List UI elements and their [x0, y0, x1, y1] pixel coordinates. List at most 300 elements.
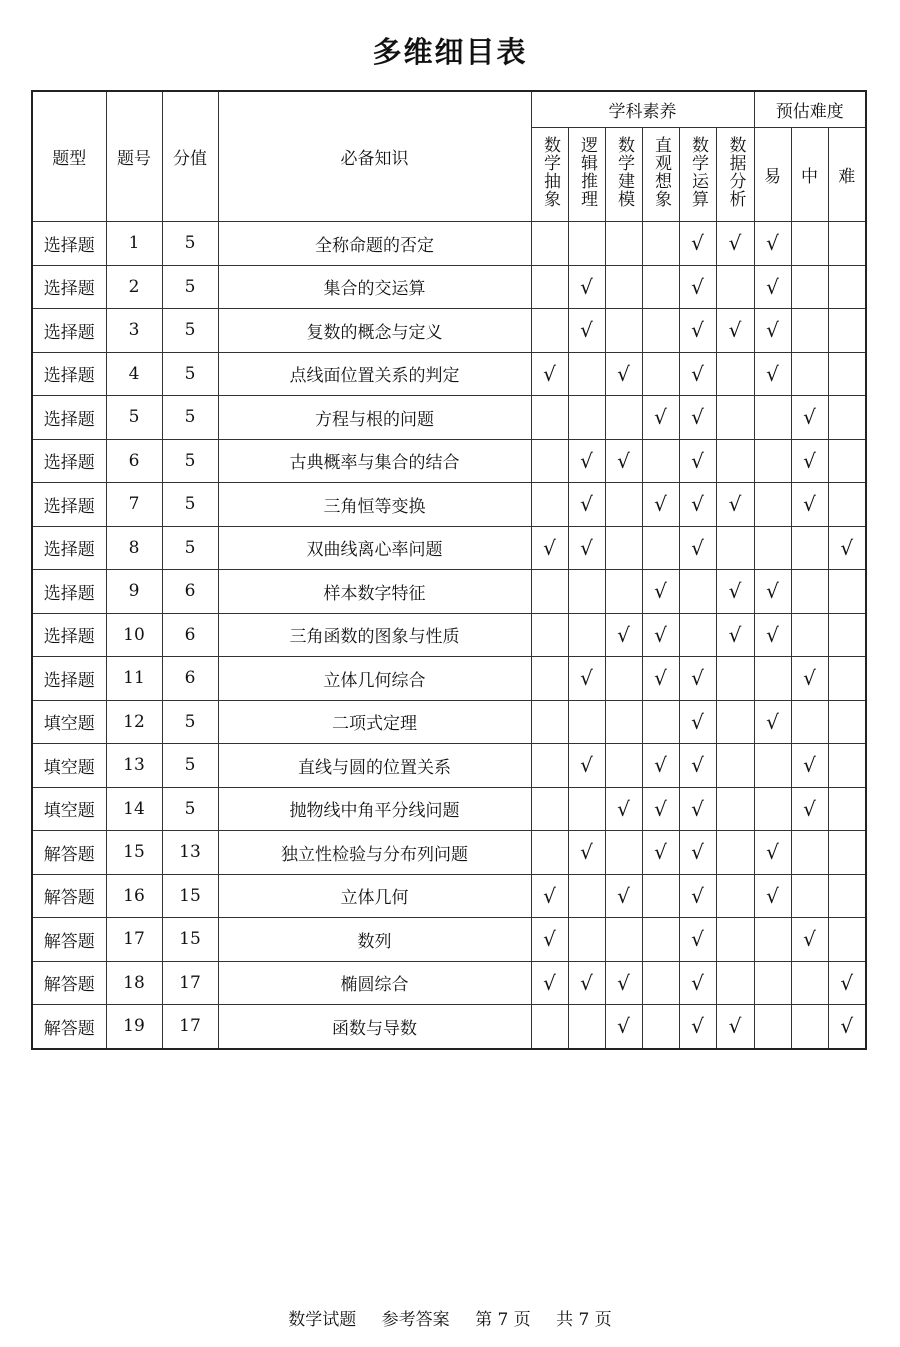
- cell-difficulty: [791, 831, 828, 875]
- cell-difficulty: [791, 222, 828, 266]
- cell-literacy: [531, 526, 568, 570]
- cell-score: 5: [162, 396, 218, 440]
- table-row: [32, 396, 866, 440]
- cell-literacy: [531, 744, 568, 788]
- cell-difficulty: [828, 918, 866, 962]
- cell-literacy: [642, 787, 679, 831]
- cell-knowledge: 集合的交运算: [218, 265, 531, 309]
- spec-table: [31, 90, 867, 1050]
- cell-literacy: [568, 352, 605, 396]
- page-footer: [0, 1305, 900, 1330]
- cell-type: 选择题: [32, 309, 106, 353]
- cell-literacy: [679, 961, 716, 1005]
- cell-literacy: [605, 831, 642, 875]
- cell-literacy: [642, 309, 679, 353]
- check-mark: √: [766, 361, 779, 386]
- header-type: 题型: [32, 91, 106, 222]
- header-literacy-modeling: 数学建模: [605, 128, 642, 222]
- cell-number: 3: [106, 309, 162, 353]
- cell-score: 17: [162, 1005, 218, 1049]
- cell-score: 5: [162, 700, 218, 744]
- cell-type: 选择题: [32, 526, 106, 570]
- cell-literacy: [605, 613, 642, 657]
- check-mark: √: [580, 840, 593, 865]
- check-mark: √: [654, 622, 667, 647]
- cell-score: 17: [162, 961, 218, 1005]
- cell-literacy: [605, 526, 642, 570]
- cell-literacy: [716, 396, 754, 440]
- cell-literacy: [642, 265, 679, 309]
- cell-type: 解答题: [32, 961, 106, 1005]
- table-row: [32, 352, 866, 396]
- check-mark: √: [728, 622, 742, 647]
- cell-number: 6: [106, 439, 162, 483]
- cell-knowledge: 方程与根的问题: [218, 396, 531, 440]
- cell-literacy: [568, 265, 605, 309]
- cell-type: 选择题: [32, 222, 106, 266]
- table-row: [32, 787, 866, 831]
- check-mark: √: [580, 318, 593, 343]
- cell-literacy: [679, 526, 716, 570]
- cell-literacy: [716, 613, 754, 657]
- cell-literacy: [605, 222, 642, 266]
- check-mark: √: [766, 318, 779, 343]
- check-mark: √: [691, 927, 704, 952]
- cell-literacy: [642, 874, 679, 918]
- header-literacy-operation: 数学运算: [679, 128, 716, 222]
- cell-literacy: [642, 744, 679, 788]
- cell-number: 16: [106, 874, 162, 918]
- cell-literacy: [531, 831, 568, 875]
- cell-difficulty: [828, 526, 866, 570]
- check-mark: √: [728, 1014, 742, 1039]
- cell-literacy: [531, 483, 568, 527]
- cell-literacy: [605, 570, 642, 614]
- cell-literacy: [531, 396, 568, 440]
- cell-literacy: [642, 483, 679, 527]
- cell-literacy: [531, 700, 568, 744]
- check-mark: √: [543, 535, 556, 560]
- cell-difficulty: [828, 439, 866, 483]
- cell-literacy: [642, 570, 679, 614]
- cell-number: 5: [106, 396, 162, 440]
- check-mark: √: [766, 274, 779, 299]
- cell-knowledge: 立体几何综合: [218, 657, 531, 701]
- cell-literacy: [679, 222, 716, 266]
- cell-difficulty: [828, 874, 866, 918]
- cell-score: 15: [162, 918, 218, 962]
- check-mark: √: [617, 1014, 630, 1039]
- cell-type: 选择题: [32, 613, 106, 657]
- cell-difficulty: [828, 1005, 866, 1049]
- cell-literacy: [679, 483, 716, 527]
- check-mark: √: [543, 927, 556, 952]
- cell-literacy: [679, 831, 716, 875]
- cell-literacy: [679, 309, 716, 353]
- table-row: [32, 874, 866, 918]
- header-literacy-data-analysis: 数据分析: [716, 128, 754, 222]
- cell-score: 5: [162, 309, 218, 353]
- cell-difficulty: [754, 570, 791, 614]
- check-mark: √: [691, 753, 704, 778]
- cell-literacy: [716, 918, 754, 962]
- table-row: [32, 657, 866, 701]
- check-mark: √: [803, 492, 816, 517]
- check-mark: √: [654, 579, 667, 604]
- cell-number: 2: [106, 265, 162, 309]
- cell-number: 11: [106, 657, 162, 701]
- cell-literacy: [605, 396, 642, 440]
- cell-difficulty: [791, 396, 828, 440]
- cell-literacy: [568, 744, 605, 788]
- cell-difficulty: [754, 352, 791, 396]
- cell-difficulty: [828, 787, 866, 831]
- cell-difficulty: [754, 265, 791, 309]
- cell-literacy: [605, 700, 642, 744]
- check-mark: √: [691, 970, 704, 995]
- check-mark: √: [691, 231, 704, 256]
- cell-literacy: [716, 309, 754, 353]
- cell-literacy: [679, 265, 716, 309]
- cell-literacy: [568, 874, 605, 918]
- cell-knowledge: 全称命题的否定: [218, 222, 531, 266]
- cell-literacy: [605, 961, 642, 1005]
- cell-literacy: [642, 396, 679, 440]
- check-mark: √: [691, 361, 704, 386]
- cell-knowledge: 独立性检验与分布列问题: [218, 831, 531, 875]
- cell-literacy: [568, 613, 605, 657]
- cell-literacy: [716, 787, 754, 831]
- cell-score: 5: [162, 222, 218, 266]
- check-mark: √: [617, 796, 630, 821]
- check-mark: √: [580, 274, 593, 299]
- check-mark: √: [617, 970, 630, 995]
- cell-knowledge: 复数的概念与定义: [218, 309, 531, 353]
- cell-literacy: [568, 657, 605, 701]
- cell-score: 5: [162, 483, 218, 527]
- cell-score: 5: [162, 787, 218, 831]
- check-mark: √: [691, 796, 704, 821]
- cell-literacy: [716, 961, 754, 1005]
- cell-literacy: [642, 526, 679, 570]
- cell-literacy: [716, 439, 754, 483]
- cell-type: 选择题: [32, 352, 106, 396]
- cell-literacy: [568, 309, 605, 353]
- table-row: [32, 1005, 866, 1049]
- cell-literacy: [531, 222, 568, 266]
- check-mark: √: [840, 535, 854, 560]
- header-literacy-group: 学科素养: [531, 91, 754, 128]
- check-mark: √: [728, 579, 742, 604]
- cell-score: 5: [162, 526, 218, 570]
- cell-literacy: [679, 657, 716, 701]
- cell-type: 选择题: [32, 570, 106, 614]
- cell-literacy: [642, 657, 679, 701]
- footer-total: 共 7 页: [556, 1310, 612, 1330]
- cell-difficulty: [828, 961, 866, 1005]
- cell-number: 4: [106, 352, 162, 396]
- cell-difficulty: [754, 222, 791, 266]
- check-mark: √: [766, 709, 779, 734]
- cell-literacy: [716, 222, 754, 266]
- cell-literacy: [568, 831, 605, 875]
- cell-knowledge: 二项式定理: [218, 700, 531, 744]
- check-mark: √: [580, 970, 593, 995]
- cell-difficulty: [828, 831, 866, 875]
- check-mark: √: [691, 1014, 704, 1039]
- cell-knowledge: 函数与导数: [218, 1005, 531, 1049]
- check-mark: √: [543, 883, 556, 908]
- cell-literacy: [531, 787, 568, 831]
- check-mark: √: [617, 883, 630, 908]
- cell-literacy: [716, 352, 754, 396]
- cell-score: 5: [162, 744, 218, 788]
- cell-literacy: [679, 1005, 716, 1049]
- check-mark: √: [691, 883, 704, 908]
- cell-difficulty: [754, 787, 791, 831]
- cell-difficulty: [791, 309, 828, 353]
- header-literacy-abstraction: 数学抽象: [531, 128, 568, 222]
- cell-difficulty: [754, 613, 791, 657]
- header-knowledge: 必备知识: [218, 91, 531, 222]
- cell-literacy: [716, 700, 754, 744]
- cell-difficulty: [754, 526, 791, 570]
- cell-difficulty: [754, 309, 791, 353]
- check-mark: √: [803, 796, 816, 821]
- cell-literacy: [679, 439, 716, 483]
- cell-literacy: [716, 657, 754, 701]
- header-literacy-imagination: 直观想象: [642, 128, 679, 222]
- check-mark: √: [803, 448, 816, 473]
- cell-score: 13: [162, 831, 218, 875]
- check-mark: √: [803, 405, 816, 430]
- cell-type: 选择题: [32, 483, 106, 527]
- cell-difficulty: [828, 700, 866, 744]
- check-mark: √: [728, 492, 742, 517]
- header-score: 分值: [162, 91, 218, 222]
- cell-literacy: [605, 439, 642, 483]
- check-mark: √: [654, 405, 667, 430]
- cell-literacy: [679, 744, 716, 788]
- cell-type: 填空题: [32, 700, 106, 744]
- cell-type: 填空题: [32, 744, 106, 788]
- cell-literacy: [716, 265, 754, 309]
- header-difficulty-group: 预估难度: [754, 91, 866, 128]
- cell-literacy: [568, 439, 605, 483]
- cell-literacy: [531, 265, 568, 309]
- cell-difficulty: [791, 1005, 828, 1049]
- cell-literacy: [679, 613, 716, 657]
- cell-score: 15: [162, 874, 218, 918]
- cell-difficulty: [791, 657, 828, 701]
- cell-type: 解答题: [32, 874, 106, 918]
- cell-number: 19: [106, 1005, 162, 1049]
- cell-difficulty: [828, 352, 866, 396]
- check-mark: √: [617, 448, 630, 473]
- cell-number: 15: [106, 831, 162, 875]
- check-mark: √: [654, 666, 667, 691]
- cell-difficulty: [791, 613, 828, 657]
- cell-literacy: [716, 526, 754, 570]
- cell-literacy: [531, 961, 568, 1005]
- cell-difficulty: [828, 570, 866, 614]
- check-mark: √: [691, 840, 704, 865]
- cell-literacy: [679, 396, 716, 440]
- cell-literacy: [642, 352, 679, 396]
- cell-knowledge: 三角恒等变换: [218, 483, 531, 527]
- check-mark: √: [803, 666, 816, 691]
- check-mark: √: [691, 709, 704, 734]
- check-mark: √: [654, 492, 667, 517]
- cell-literacy: [642, 831, 679, 875]
- cell-literacy: [568, 483, 605, 527]
- check-mark: √: [803, 927, 816, 952]
- table-row: [32, 570, 866, 614]
- cell-literacy: [642, 700, 679, 744]
- cell-literacy: [605, 483, 642, 527]
- cell-type: 填空题: [32, 787, 106, 831]
- cell-number: 10: [106, 613, 162, 657]
- cell-difficulty: [791, 961, 828, 1005]
- cell-knowledge: 立体几何: [218, 874, 531, 918]
- cell-number: 18: [106, 961, 162, 1005]
- cell-literacy: [679, 352, 716, 396]
- cell-number: 7: [106, 483, 162, 527]
- cell-literacy: [642, 1005, 679, 1049]
- cell-difficulty: [754, 961, 791, 1005]
- cell-difficulty: [828, 309, 866, 353]
- cell-literacy: [568, 961, 605, 1005]
- cell-knowledge: 三角函数的图象与性质: [218, 613, 531, 657]
- cell-difficulty: [754, 700, 791, 744]
- check-mark: √: [691, 405, 704, 430]
- header-literacy-reasoning: 逻辑推理: [568, 128, 605, 222]
- cell-literacy: [531, 439, 568, 483]
- cell-literacy: [568, 526, 605, 570]
- table-row: [32, 483, 866, 527]
- cell-difficulty: [754, 744, 791, 788]
- cell-number: 17: [106, 918, 162, 962]
- check-mark: √: [543, 361, 556, 386]
- check-mark: √: [766, 622, 779, 647]
- cell-knowledge: 点线面位置关系的判定: [218, 352, 531, 396]
- check-mark: √: [803, 753, 816, 778]
- check-mark: √: [766, 883, 779, 908]
- cell-difficulty: [828, 222, 866, 266]
- cell-difficulty: [754, 439, 791, 483]
- cell-difficulty: [791, 918, 828, 962]
- cell-literacy: [605, 265, 642, 309]
- cell-number: 12: [106, 700, 162, 744]
- cell-difficulty: [791, 352, 828, 396]
- cell-literacy: [531, 309, 568, 353]
- cell-difficulty: [754, 831, 791, 875]
- cell-literacy: [642, 918, 679, 962]
- cell-difficulty: [828, 657, 866, 701]
- check-mark: √: [766, 231, 779, 256]
- cell-difficulty: [828, 396, 866, 440]
- cell-literacy: [642, 222, 679, 266]
- cell-literacy: [568, 918, 605, 962]
- check-mark: √: [691, 492, 704, 517]
- cell-score: 5: [162, 439, 218, 483]
- table-row: [32, 961, 866, 1005]
- cell-type: 解答题: [32, 1005, 106, 1049]
- check-mark: √: [840, 1014, 854, 1039]
- table-row: [32, 918, 866, 962]
- cell-literacy: [531, 352, 568, 396]
- check-mark: √: [580, 666, 593, 691]
- cell-literacy: [679, 874, 716, 918]
- cell-literacy: [679, 918, 716, 962]
- cell-difficulty: [791, 526, 828, 570]
- cell-score: 5: [162, 265, 218, 309]
- cell-literacy: [531, 657, 568, 701]
- cell-difficulty: [754, 874, 791, 918]
- cell-difficulty: [754, 918, 791, 962]
- check-mark: √: [654, 840, 667, 865]
- cell-knowledge: 古典概率与集合的结合: [218, 439, 531, 483]
- cell-number: 9: [106, 570, 162, 614]
- header-difficulty-easy: 易: [754, 128, 791, 222]
- table-row: [32, 265, 866, 309]
- cell-literacy: [568, 570, 605, 614]
- table-row: [32, 831, 866, 875]
- cell-literacy: [605, 744, 642, 788]
- check-mark: √: [691, 274, 704, 299]
- check-mark: √: [766, 579, 779, 604]
- cell-literacy: [568, 396, 605, 440]
- check-mark: √: [691, 448, 704, 473]
- cell-literacy: [531, 1005, 568, 1049]
- check-mark: √: [728, 318, 742, 343]
- cell-difficulty: [828, 483, 866, 527]
- check-mark: √: [543, 970, 556, 995]
- footer-doc: 参考答案: [381, 1310, 450, 1330]
- cell-literacy: [605, 1005, 642, 1049]
- check-mark: √: [654, 753, 667, 778]
- cell-literacy: [605, 787, 642, 831]
- cell-literacy: [716, 483, 754, 527]
- cell-literacy: [531, 570, 568, 614]
- header-number: 题号: [106, 91, 162, 222]
- table-row: [32, 526, 866, 570]
- cell-score: 5: [162, 352, 218, 396]
- cell-knowledge: 椭圆综合: [218, 961, 531, 1005]
- check-mark: √: [580, 753, 593, 778]
- cell-number: 14: [106, 787, 162, 831]
- cell-type: 选择题: [32, 265, 106, 309]
- cell-type: 解答题: [32, 831, 106, 875]
- cell-score: 6: [162, 657, 218, 701]
- cell-literacy: [642, 961, 679, 1005]
- table-row: [32, 613, 866, 657]
- cell-literacy: [716, 570, 754, 614]
- cell-type: 解答题: [32, 918, 106, 962]
- footer-page: 第 7 页: [475, 1310, 531, 1330]
- cell-type: 选择题: [32, 396, 106, 440]
- check-mark: √: [691, 535, 704, 560]
- check-mark: √: [580, 448, 593, 473]
- cell-literacy: [716, 1005, 754, 1049]
- cell-literacy: [679, 570, 716, 614]
- cell-type: 选择题: [32, 439, 106, 483]
- footer-subject: 数学试题: [288, 1310, 357, 1330]
- check-mark: √: [840, 970, 854, 995]
- cell-literacy: [716, 831, 754, 875]
- cell-literacy: [605, 918, 642, 962]
- cell-difficulty: [754, 1005, 791, 1049]
